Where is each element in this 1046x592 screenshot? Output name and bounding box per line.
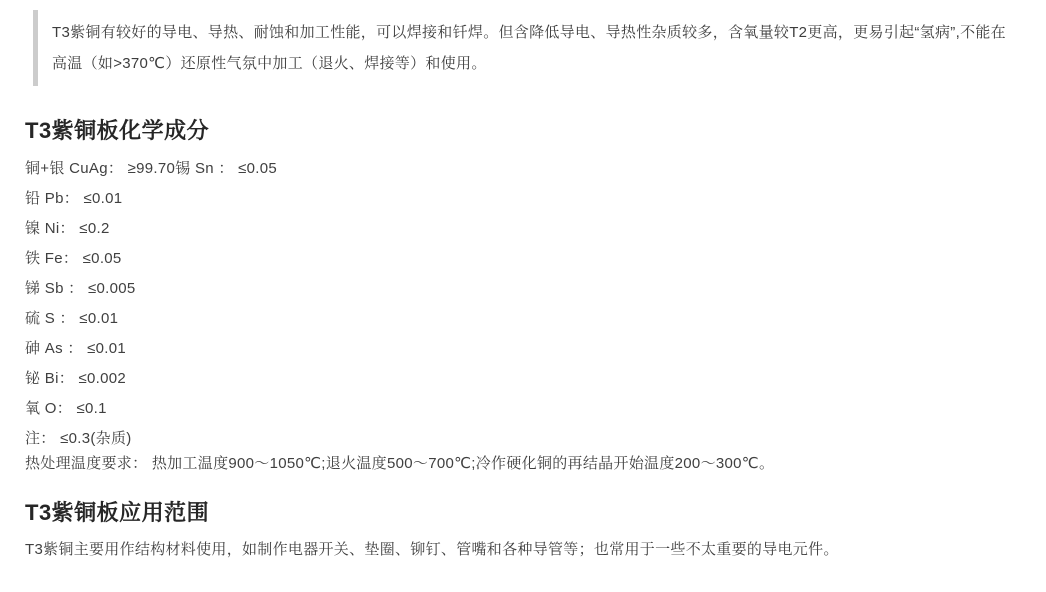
composition-item-bi: 铋 Bi： ≤0.002: [25, 370, 127, 387]
composition-item-as: 砷 As ： ≤0.01: [25, 340, 127, 357]
intro-quote: [33, 10, 1010, 86]
composition-item-s: 硫 S ： ≤0.01: [25, 310, 119, 327]
composition-item-ni: 镍 Ni： ≤0.2: [25, 220, 110, 237]
heat-treatment-line: 热处理温度要求： 热加工温度900～1050℃;退火温度500～700℃;冷作硬化铜的再结晶开始温度200～300℃。: [25, 455, 775, 472]
composition-item-fe: 铁 Fe： ≤0.05: [25, 250, 122, 267]
composition-note: 注： ≤0.3(杂质): [25, 430, 132, 447]
intro-quote-text: T3紫铜有较好的导电、导热、耐蚀和加工性能，可以焊接和钎焊。但含降低导电、导热性杂质较多，含氧量较T2更高，更易引起“氢病”,不能在高温（如>370℃）还原性气氛中加工（退火、焊接等）和使用。: [52, 24, 1006, 72]
composition-item-o: 氧 O： ≤0.1: [25, 400, 107, 417]
application-heading: T3紫铜板应用范围: [25, 500, 210, 525]
composition-item-cuag: 铜+银 CuAg： ≥99.70锡 Sn ： ≤0.05: [25, 160, 278, 177]
application-text: T3紫铜主要用作结构材料使用，如制作电器开关、垫圈、铆钉、管嘴和各种导管等；也常用于一些不太重要的导电元件。: [25, 541, 839, 558]
composition-item-pb: 铅 Pb： ≤0.01: [25, 190, 123, 207]
composition-heading: T3紫铜板化学成分: [25, 118, 210, 143]
composition-item-sb: 锑 Sb ： ≤0.005: [25, 280, 136, 297]
